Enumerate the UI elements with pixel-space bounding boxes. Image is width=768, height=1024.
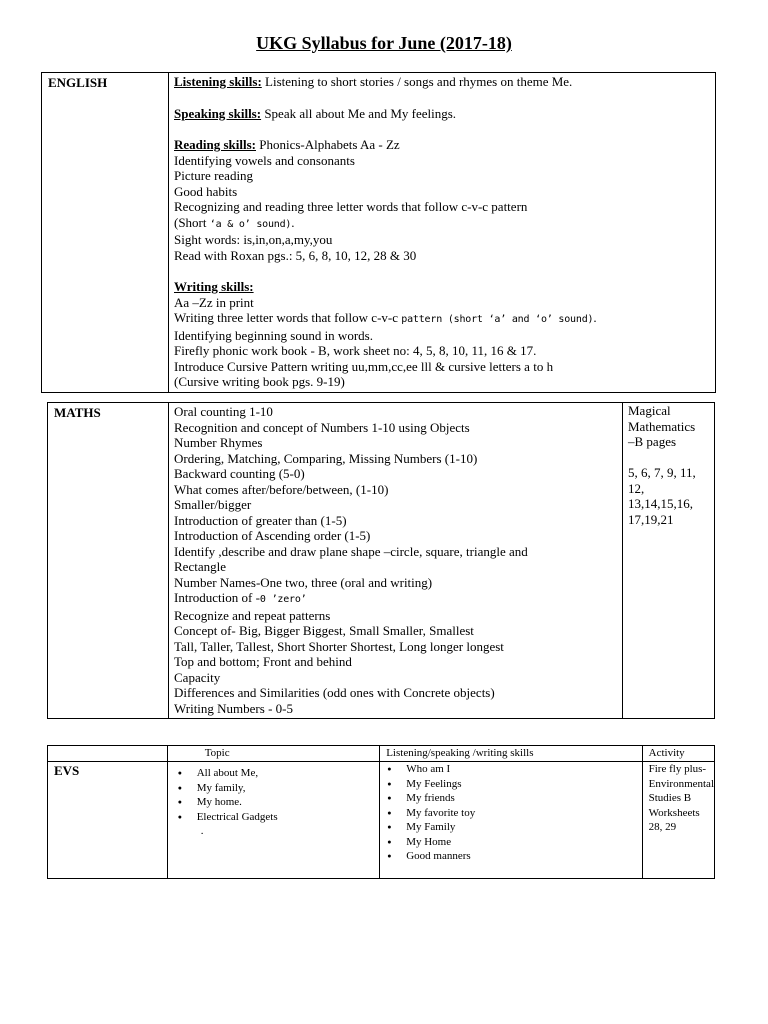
page-line: 17,19,21: [628, 511, 674, 527]
evs-header-topic: Topic: [167, 746, 380, 762]
evs-subject: EVS: [48, 762, 168, 879]
evs-topics-list: [173, 766, 380, 824]
maths-line: Backward counting (5-0): [174, 466, 305, 481]
activity-line: Environmental: [648, 777, 714, 790]
cvc-prefix: Writing three letter words that follow c-v-c: [174, 310, 402, 325]
maths-line: Concept of- Big, Bigger Biggest, Small Smaller, Smallest: [174, 623, 474, 638]
maths-line: Recognize and repeat patterns: [174, 607, 331, 623]
reading-line: Recognizing and reading three letter words that follow c-v-c pattern: [174, 199, 528, 214]
reading-text: Phonics-Alphabets Aa - Zz: [256, 137, 400, 152]
maths-line: Writing Numbers - 0-5: [174, 700, 293, 716]
listening-skills: [174, 74, 715, 90]
reading-line: Read with Roxan pgs.: 5, 6, 8, 10, 12, 28 & 30: [174, 247, 417, 263]
writing-line: Introduce Cursive Pattern writing uu,mm,cc,ee lll & cursive letters a to h: [174, 358, 554, 374]
list-item: ● All about Me,: [173, 766, 380, 781]
speaking-skills: [174, 106, 715, 122]
reading-line: Picture reading: [174, 168, 254, 183]
page-title: UKG Syllabus for June (2017-18): [256, 33, 512, 53]
page-line: 13,14,15,16,: [628, 496, 693, 511]
evs-header-blank: [48, 746, 168, 762]
reading-label: Reading skills:: [174, 137, 256, 152]
reading-line: Sight words: is,in,on,a,my,you: [174, 232, 333, 247]
writing-line: (Cursive writing book pgs. 9-19): [174, 374, 345, 389]
page-line: 5, 6, 7, 9, 11,: [628, 465, 696, 480]
short-prefix: (Short: [174, 214, 210, 230]
maths-line: Capacity: [174, 669, 221, 685]
writing-line: Firefly phonic work book - B, work sheet no: 4, 5, 8, 10, 11, 16 & 17.: [174, 343, 537, 358]
listening-label: Listening skills:: [174, 74, 262, 89]
evs-topics-cell: [167, 762, 380, 879]
list-item: ● My Family: [382, 820, 641, 835]
maths-line: Number Rhymes: [174, 435, 263, 450]
evs-skills-cell: [380, 762, 642, 879]
maths-line: Introduction of Ascending order (1-5): [174, 528, 371, 543]
zero-mono: 0 ’zero’: [259, 594, 307, 605]
evs-header-activity: Activity: [642, 746, 714, 762]
list-item: ● Who am I: [382, 762, 641, 777]
cvc-mono: pattern (short ‘a’ and ‘o’ sound): [401, 314, 594, 325]
book-line: Magical: [628, 403, 671, 418]
speaking-label: Speaking skills:: [174, 105, 262, 121]
maths-line: Tall, Taller, Tallest, Short Shorter Shortest, Long longer longest: [174, 638, 504, 654]
zero-prefix: Introduction of -: [174, 590, 260, 605]
writing-line: Aa –Zz in print: [174, 294, 254, 310]
writing-line: Identifying beginning sound in words.: [174, 327, 373, 343]
maths-zero-line: [174, 590, 622, 608]
maths-line: Identify ,describe and draw plane shape –circle, square, triangle and: [174, 543, 528, 559]
short-sound-text: ‘a & o’ sound): [209, 218, 292, 230]
list-item: ● Electrical Gadgets: [173, 810, 380, 825]
maths-line: Top and bottom; Front and behind: [174, 654, 352, 669]
activity-line: Studies B: [648, 792, 692, 804]
list-item: ● My family,: [173, 781, 380, 796]
maths-line: What comes after/before/between, (1-10): [174, 481, 389, 497]
list-item: ● My favorite toy: [382, 806, 641, 821]
evs-table: [47, 745, 715, 879]
maths-line: Smaller/bigger: [174, 497, 252, 512]
list-item: ● My home.: [173, 795, 380, 810]
english-content: [169, 73, 716, 393]
short-suffix: .: [291, 214, 295, 230]
reading-skills: [174, 137, 715, 263]
list-item: ● My friends: [382, 791, 641, 806]
writing-cvc-line: [174, 310, 715, 328]
activity-line: Fire fly plus-: [648, 763, 707, 775]
topic-dot: .: [200, 825, 204, 837]
cvc-suffix: .: [593, 310, 597, 325]
maths-line: Rectangle: [174, 559, 226, 574]
writing-skills: [174, 279, 715, 390]
activity-line: Worksheets: [648, 806, 700, 819]
maths-table: [47, 402, 715, 719]
evs-header-skills: Listening/speaking /writing skills: [380, 746, 642, 762]
maths-book-cell: [623, 403, 715, 719]
maths-line: Introduction of greater than (1-5): [174, 512, 347, 528]
english-subject: ENGLISH: [42, 73, 169, 393]
list-item: ● My Home: [382, 835, 641, 850]
writing-label: Writing skills:: [174, 279, 254, 294]
maths-line: Oral counting 1-10: [174, 404, 273, 419]
evs-skills-list: [382, 762, 641, 864]
reading-short-sound: [174, 215, 715, 233]
maths-subject: MATHS: [48, 403, 169, 719]
page-line: 12,: [628, 480, 645, 496]
list-item: ● Good manners: [382, 849, 641, 864]
book-line: –B pages: [628, 434, 677, 449]
english-table: [41, 72, 716, 393]
activity-line: 28, 29: [648, 821, 677, 833]
reading-line: Identifying vowels and consonants: [174, 152, 355, 168]
maths-content: [169, 403, 623, 719]
listening-text: Listening to short stories / songs and rhymes on theme Me.: [261, 74, 573, 89]
reading-line: Good habits: [174, 183, 238, 199]
list-item: ● My Feelings: [382, 777, 641, 792]
evs-activity-cell: [642, 762, 714, 879]
book-line: Mathematics: [628, 418, 696, 434]
maths-line: Recognition and concept of Numbers 1-10 using Objects: [174, 419, 470, 435]
maths-line: Number Names-One two, three (oral and writing): [174, 574, 433, 590]
maths-line: Ordering, Matching, Comparing, Missing Numbers (1-10): [174, 450, 478, 466]
speaking-text: Speak all about Me and My feelings.: [261, 105, 457, 121]
maths-line: Differences and Similarities (odd ones with Concrete objects): [174, 685, 495, 700]
